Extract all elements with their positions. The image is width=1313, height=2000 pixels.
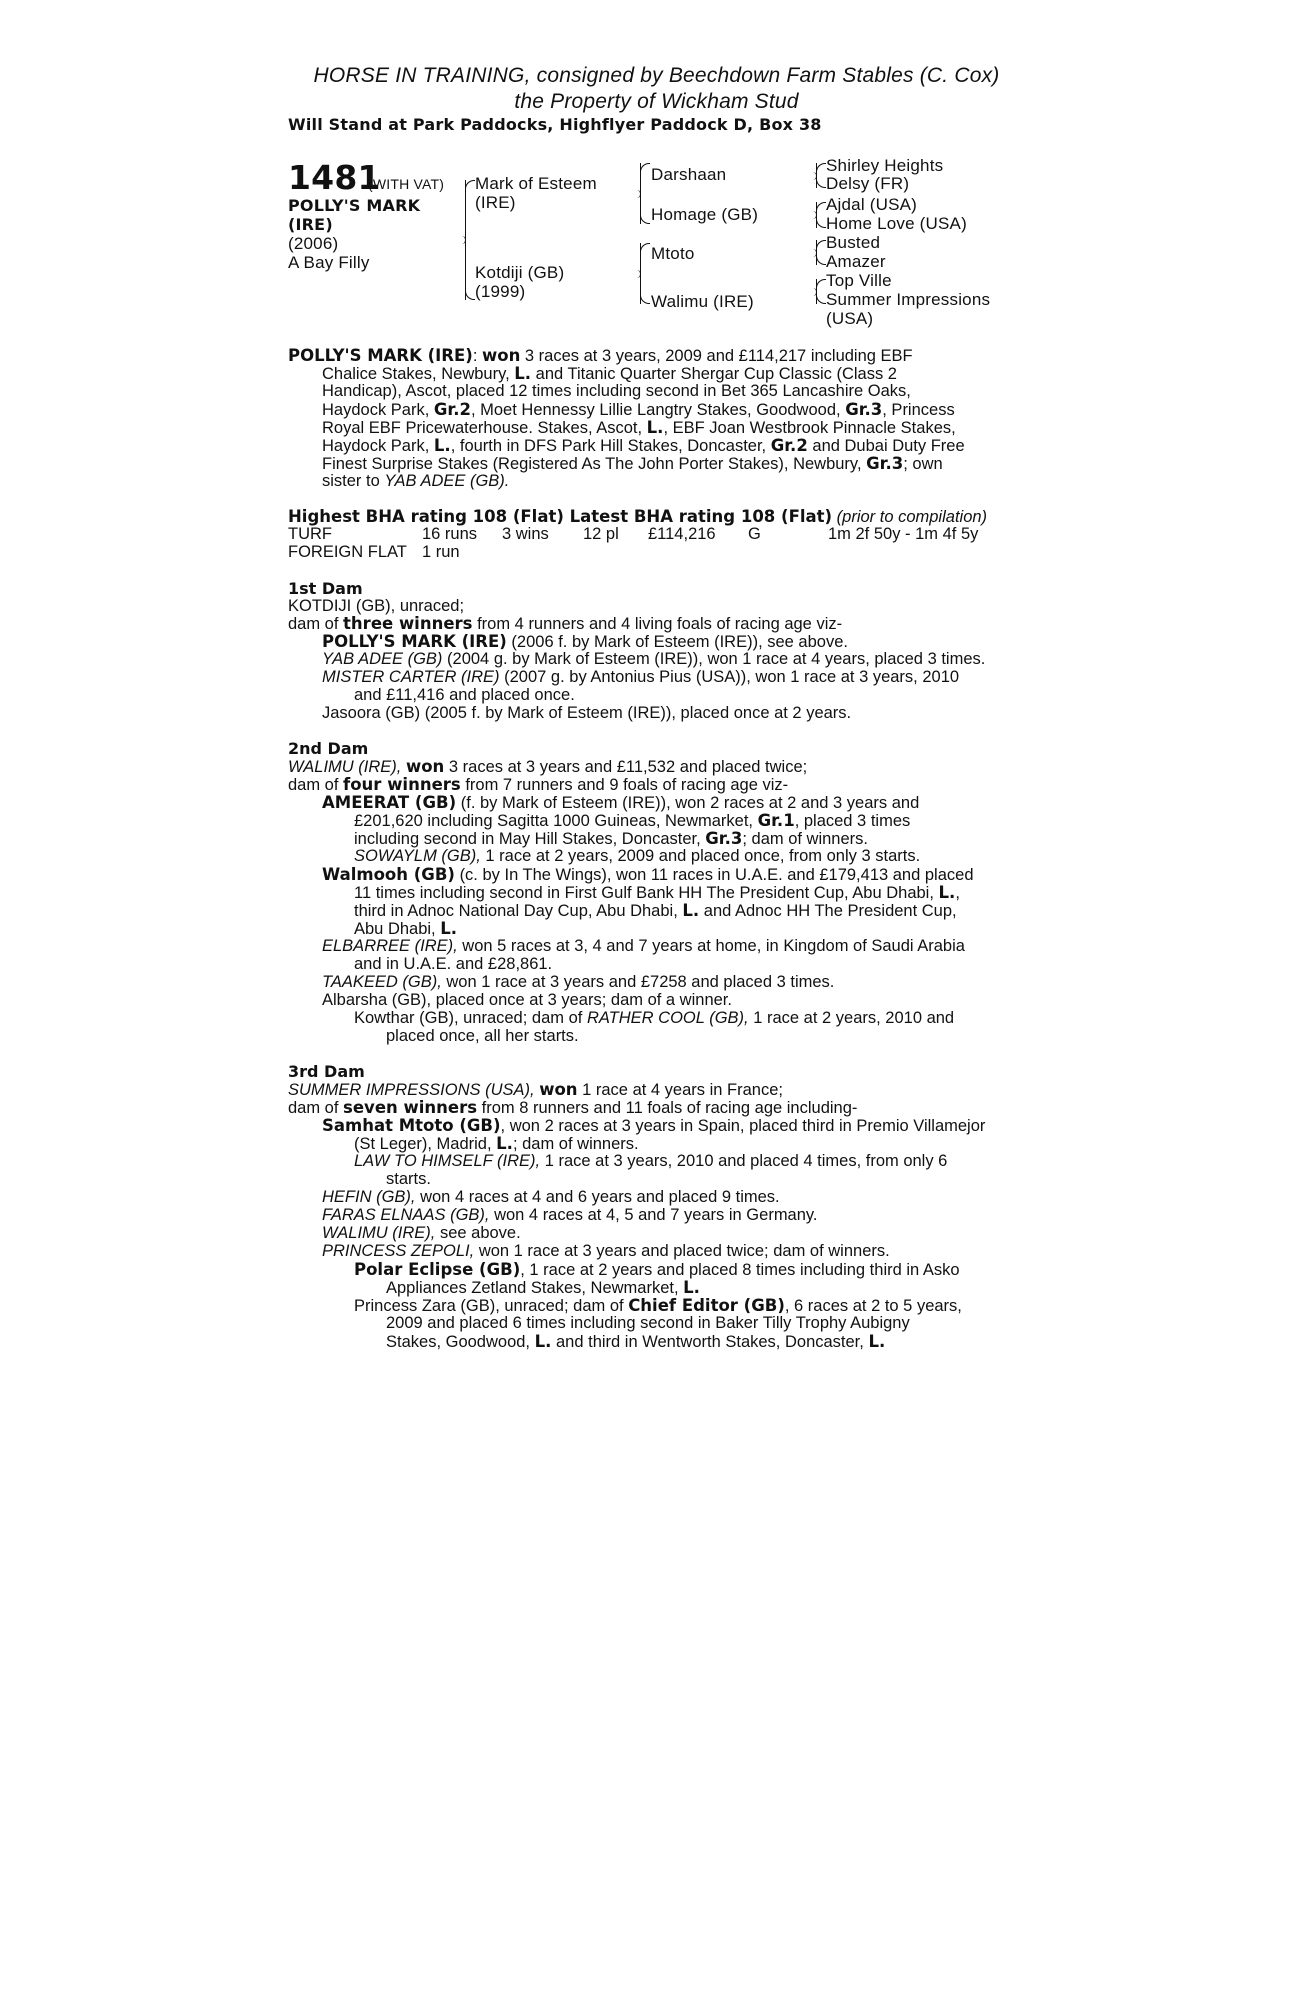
law-to-himself-line-2: starts. (386, 1170, 431, 1188)
pedigree-brace-3c (816, 240, 817, 265)
bha-rating: Highest BHA rating 108 (Flat) Latest BHA rating 108 (Flat) (prior to compilation) (288, 507, 988, 526)
first-dam-line-2: dam of three winners from 4 runners and 4 living foals of racing age viz- (288, 614, 843, 633)
pedigree-brace-2b (640, 243, 641, 304)
foreign-flat-runs: 1 run (422, 543, 460, 561)
second-dam-line-1: WALIMU (IRE), won 3 races at 3 years and £11,532 and placed twice; (288, 757, 808, 776)
walmooh-line-4: Abu Dhabi, L. (354, 919, 458, 938)
horse-description: A Bay Filly (288, 253, 370, 272)
turf-label: TURF (288, 525, 332, 543)
pedigree-brace-1 (465, 180, 466, 300)
pedigree-brace-3a (816, 163, 817, 188)
faras-elnaas-line: FARAS ELNAAS (GB), won 4 races at 4, 5 and 7 years in Germany. (322, 1206, 818, 1224)
polar-eclipse-line-1: Polar Eclipse (GB), 1 race at 2 years and placed 8 times including third in Asko (354, 1260, 960, 1279)
princess-zara-line-3: Stakes, Goodwood, L. and third in Wentworth Stakes, Doncaster, L. (386, 1332, 886, 1351)
dd-dam: Summer Impressions (826, 290, 991, 309)
turf-runs: 16 runs (422, 525, 478, 543)
first-dam-line-7: Jasoora (GB) (2005 f. by Mark of Esteem (IRE)), placed once at 2 years. (322, 704, 852, 722)
property-line: the Property of Wickham Stud (514, 90, 799, 113)
horse-name: POLLY'S MARK (288, 196, 421, 215)
ameerat-line-1: AMEERAT (GB) (f. by Mark of Esteem (IRE)), won 2 races at 2 and 3 years and (322, 793, 920, 812)
dam: Kotdiji (GB) (475, 263, 565, 282)
walmooh-line-3: third in Adnoc National Day Cup, Abu Dhabi, L. and Adnoc HH The President Cup, (354, 901, 957, 920)
dam-sire: Mtoto (651, 244, 695, 263)
sire-country: (IRE) (475, 193, 516, 212)
sire-sire: Darshaan (651, 165, 727, 184)
elbarree-line-1: ELBARREE (IRE), won 5 races at 3, 4 and 7 years at home, in Kingdom of Saudi Arabia (322, 937, 965, 955)
law-to-himself-line-1: LAW TO HIMSELF (IRE), 1 race at 3 years, 2010 and placed 4 times, from only 6 (354, 1152, 948, 1170)
sire-dam: Homage (GB) (651, 205, 759, 224)
vat-note: (WITH VAT) (368, 176, 445, 192)
dd-dam-country: (USA) (826, 309, 874, 328)
kowthar-line-1: Kowthar (GB), unraced; dam of RATHER COOL (GB), 1 race at 2 years, 2010 and (354, 1009, 955, 1027)
turf-earnings: £114,216 (648, 525, 716, 543)
second-dam-line-2: dam of four winners from 7 runners and 9 foals of racing age viz- (288, 775, 789, 794)
summary-line-8: sister to YAB ADEE (GB). (322, 472, 510, 490)
hefin-line: HEFIN (GB), won 4 races at 4 and 6 years and placed 9 times. (322, 1188, 780, 1206)
first-dam-line-6: and £11,416 and placed once. (354, 686, 575, 704)
pedigree-brace-3d (816, 279, 817, 304)
sd-dam: Home Love (USA) (826, 214, 967, 233)
summary-line-4: Haydock Park, Gr.2, Moet Hennessy Lillie Langtry Stakes, Goodwood, Gr.3, Princess (322, 400, 955, 419)
ss-dam: Delsy (FR) (826, 174, 910, 193)
summary-line-3: Handicap), Ascot, placed 12 times including second in Bet 365 Lancashire Oaks, (322, 382, 911, 400)
pedigree-brace-3b (816, 202, 817, 228)
pedigree-brace-2a (640, 163, 641, 224)
ameerat-line-2: £201,620 including Sagitta 1000 Guineas, Newmarket, Gr.1, placed 3 times (354, 811, 911, 830)
polar-eclipse-line-2: Appliances Zetland Stakes, Newmarket, L. (386, 1278, 700, 1297)
first-dam-line-4: YAB ADEE (GB) (2004 g. by Mark of Esteem (IRE)), won 1 race at 4 years, placed 3 times. (322, 650, 986, 668)
foreign-flat-label: FOREIGN FLAT (288, 543, 407, 561)
first-dam-line-3: POLLY'S MARK (IRE) (2006 f. by Mark of Esteem (IRE)), see above. (322, 632, 848, 651)
princess-zara-line-1: Princess Zara (GB), unraced; dam of Chief Editor (GB), 6 races at 2 to 5 years, (354, 1296, 962, 1315)
summary-line-6: Haydock Park, L., fourth in DFS Park Hill Stakes, Doncaster, Gr.2 and Dubai Duty Free (322, 436, 965, 455)
ss-sire: Shirley Heights (826, 156, 944, 175)
albarsha-line: Albarsha (GB), placed once at 3 years; dam of a winner. (322, 991, 732, 1009)
princess-zara-line-2: 2009 and placed 6 times including second in Baker Tilly Trophy Aubigny (386, 1314, 910, 1332)
foal-year: (2006) (288, 234, 339, 253)
walimu-line: WALIMU (IRE), see above. (322, 1224, 521, 1242)
first-dam-title: 1st Dam (288, 579, 363, 598)
dd-sire: Top Ville (826, 271, 892, 290)
ds-sire: Busted (826, 233, 881, 252)
horse-country: (IRE) (288, 215, 333, 234)
turf-wins: 3 wins (502, 525, 549, 543)
turf-going: G (748, 525, 761, 543)
summary-line-5: Royal EBF Pricewaterhouse. Stakes, Ascot, L., EBF Joan Westbrook Pinnacle Stakes, (322, 418, 956, 437)
summary-line-7: Finest Surprise Stakes (Registered As The John Porter Stakes), Newbury, Gr.3; own (322, 454, 943, 473)
consignor-line: HORSE IN TRAINING, consigned by Beechdown Farm Stables (C. Cox) (313, 64, 1000, 87)
lot-number: 1481 (288, 158, 381, 197)
princess-zepoli-line: PRINCESS ZEPOLI, won 1 race at 3 years and placed twice; dam of winners. (322, 1242, 890, 1260)
dam-year: (1999) (475, 282, 526, 301)
summary-line-1: POLLY'S MARK (IRE): won 3 races at 3 years, 2009 and £114,217 including EBF (288, 346, 913, 365)
walmooh-line-1: Walmooh (GB) (c. by In The Wings), won 11 races in U.A.E. and £179,413 and placed (322, 865, 974, 884)
samhat-line-2: (St Leger), Madrid, L.; dam of winners. (354, 1134, 639, 1153)
second-dam-title: 2nd Dam (288, 739, 369, 758)
dam-dam: Walimu (IRE) (651, 292, 754, 311)
kowthar-line-2: placed once, all her starts. (386, 1027, 579, 1045)
first-dam-line-1: KOTDIJI (GB), unraced; (288, 597, 465, 615)
third-dam-title: 3rd Dam (288, 1062, 365, 1081)
third-dam-line-1: SUMMER IMPRESSIONS (USA), won 1 race at 4 years in France; (288, 1080, 783, 1099)
ameerat-line-3: including second in May Hill Stakes, Doncaster, Gr.3; dam of winners. (354, 829, 868, 848)
turf-placed: 12 pl (583, 525, 619, 543)
summary-line-2: Chalice Stakes, Newbury, L. and Titanic Quarter Shergar Cup Classic (Class 2 (322, 364, 897, 383)
taakeed-line: TAAKEED (GB), won 1 race at 3 years and £7258 and placed 3 times. (322, 973, 835, 991)
turf-distance: 1m 2f 50y - 1m 4f 5y (828, 525, 979, 543)
elbarree-line-2: and in U.A.E. and £28,861. (354, 955, 553, 973)
location-line: Will Stand at Park Paddocks, Highflyer Paddock D, Box 38 (288, 115, 822, 134)
third-dam-line-2: dam of seven winners from 8 runners and 11 foals of racing age including- (288, 1098, 858, 1117)
walmooh-line-2: 11 times including second in First Gulf Bank HH The President Cup, Abu Dhabi, L., (354, 883, 960, 902)
samhat-line-1: Samhat Mtoto (GB), won 2 races at 3 years in Spain, placed third in Premio Villamejor (322, 1116, 986, 1135)
sire: Mark of Esteem (475, 174, 597, 193)
ds-dam: Amazer (826, 252, 886, 271)
sd-sire: Ajdal (USA) (826, 195, 918, 214)
first-dam-line-5: MISTER CARTER (IRE) (2007 g. by Antonius Pius (USA)), won 1 race at 3 years, 2010 (322, 668, 960, 686)
sowaylm-line: SOWAYLM (GB), 1 race at 2 years, 2009 and placed once, from only 3 starts. (354, 847, 921, 865)
